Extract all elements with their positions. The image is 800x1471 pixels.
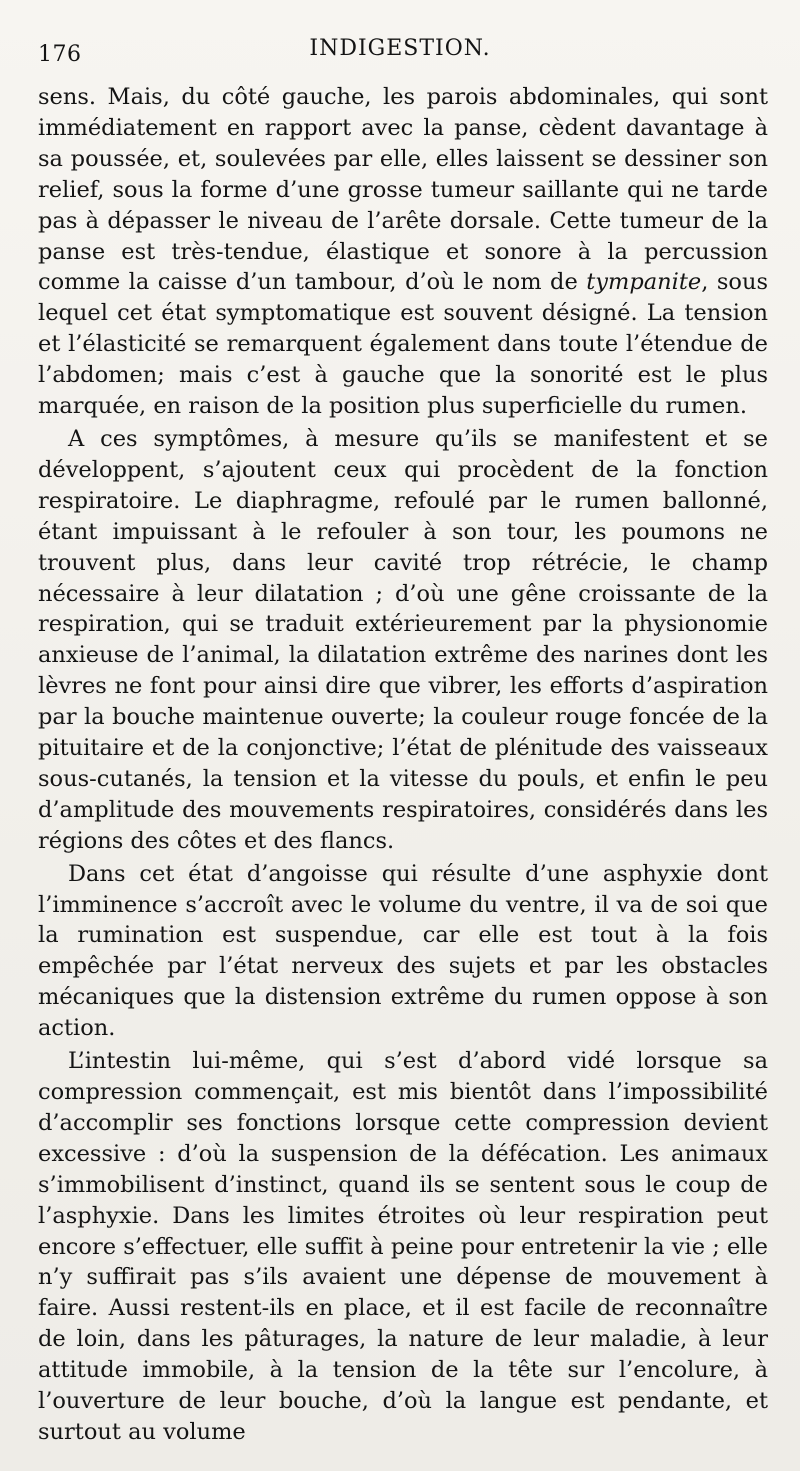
paragraph-4: L’intestin lui-même, qui s’est d’abord vidé lorsque sa compression commençait, est mis bientôt dans l’impossibilité d’accomplir ses fonctions lorsque cette compression devient excessive : d’où la suspension de la défécation. Les animaux s’immobilisent d’instinct, quand ils se sentent sous le coup de l’asphyxie. Dans les limites étroites où leur respiration peut encore s’effectuer, elle suffit à peine pour entretenir la vie ; elle n’y suffirait pas s’ils avaient une dépense de mouvement à faire. Aussi restent-ils en place, et il est facile de reconnaître de loin, dans les pâturages, la nature de leur maladie, à leur attitude immobile, à la tension de la tête sur l’encolure, à l’ouverture de leur bouche, d’où la langue est pendante, et surtout au volume [38, 1048, 768, 1445]
paragraph-2: A ces symptômes, à mesure qu’ils se manifestent et se développent, s’ajoutent ceux qui procèdent de la fonction respiratoire. Le diaphragme, refoulé par le rumen ballonné, étant impuissant à le refouler à son tour, les poumons ne trouvent plus, dans leur cavité trop rétrécie, le champ nécessaire à leur dilatation ; d’où une gêne croissante de la respiration, qui se traduit extérieurement par la physionomie anxieuse de l’animal, la dilatation extrême des narines dont les lèvres ne font pour ainsi dire que vibrer, les efforts d’aspiration par la bouche maintenue ouverte; la couleur rouge foncée de la pituitaire et de la conjonctive; l’état de plénitude des vaisseaux sous-cutanés, la tension et la vitesse du pouls, et enfin le peu d’amplitude des mouvements respiratoires, considérés dans les régions des côtes et des flancs. [38, 425, 768, 854]
paragraph-3: Dans cet état d’angoisse qui résulte d’une asphyxie dont l’imminence s’accroît avec le volume du ventre, il va de soi que la rumination est suspendue, car elle est tout à la fois empêchée par l’état nerveux des sujets et par les obstacles mécaniques que la distension extrême du rumen oppose à son action. [38, 860, 768, 1042]
paragraph-1-text-end: , sous lequel cet état symptomatique est souvent désigné. La tension et l’élasticité se remarquent également dans toute l’étendue de l’abdomen; mais c’est à gauche que la sonorité est le plus marquée, en raison de la position plus superficielle du rumen. [38, 269, 769, 420]
text-body [38, 82, 768, 1450]
italic-term-tympanite: tympanite [586, 269, 702, 296]
paragraph-1-text-start: sens. Mais, du côté gauche, les parois abdominales, qui sont immédiatement en rapport avec la panse, cèdent davantage à sa poussée, et, soulevées par elle, elles laissent se dessiner son relief, sous la forme d’une grosse tumeur saillante qui ne tarde pas à dépasser le niveau de l’arête dorsale. Cette tumeur de la panse est très-tendue, élastique et sonore à la percussion comme la caisse d’un tambour, d’où le nom de [38, 84, 768, 296]
running-head [38, 36, 762, 72]
page-number: 176 [38, 42, 82, 67]
running-title: INDIGESTION. [309, 36, 491, 61]
paragraph-1 [38, 82, 768, 422]
